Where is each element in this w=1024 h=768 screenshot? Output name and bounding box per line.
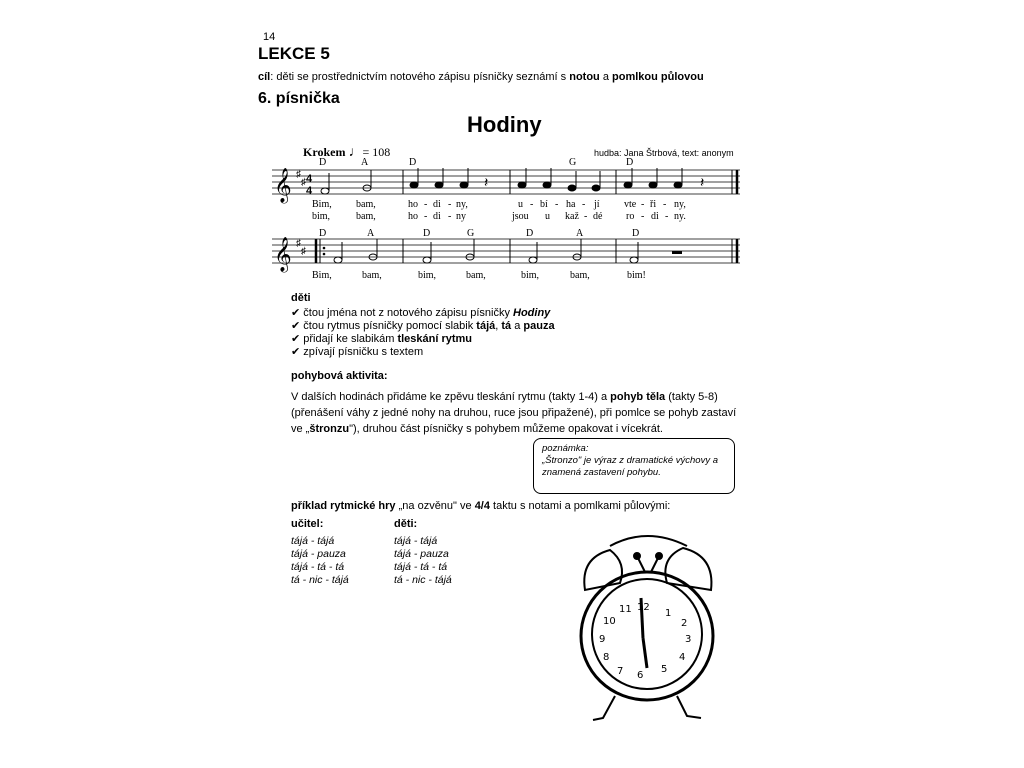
lyric: ny, [674, 199, 686, 210]
treble-clef-icon: 𝄞 [274, 168, 292, 203]
lesson-title: LEKCE 5 [258, 44, 330, 63]
kids-item-text: čtou rytmus písničky pomocí slabik [303, 320, 477, 332]
lyric: ho [408, 199, 418, 210]
quarter-notes-bar-4 [624, 168, 682, 188]
lyric: - [448, 199, 452, 210]
goal-text-and: a [599, 71, 612, 83]
lyric: ři [650, 199, 657, 210]
lyric: bam, [466, 270, 486, 281]
lyric: vte [624, 199, 637, 210]
chord: A [367, 228, 375, 239]
song-number: 6. písnička [258, 90, 340, 107]
lyric: u [518, 199, 523, 210]
song-credits: hudba: Jana Štrbová, text: anonym [594, 148, 734, 158]
lyric: di [651, 211, 659, 222]
lyric: ny. [674, 211, 686, 222]
staff-1-lines [272, 170, 740, 194]
note-label: poznámka: [542, 443, 589, 454]
checkmark-icon: ✔ [291, 307, 301, 319]
children-item: tájá - tájá [394, 535, 438, 547]
lyric: bim, [521, 270, 540, 281]
clock-number: 3 [685, 634, 692, 645]
clock-handle [610, 536, 687, 546]
sharp-icon: ♯ [301, 177, 306, 188]
right-leg [677, 696, 701, 718]
lyric: u [545, 211, 550, 222]
kids-item-text: přidají ke slabikám [303, 333, 398, 345]
lesson-goal [258, 71, 704, 83]
repeat-dot [323, 253, 326, 256]
quarter-rest-icon: 𝄽 [700, 174, 705, 190]
left-leg [593, 696, 615, 720]
movement-text-part: "), druhou část písničky s pohybem můžeme opakovat i vícekrát. [349, 423, 663, 435]
lyric: dé [593, 211, 603, 222]
clock-number: 10 [603, 616, 616, 627]
lyric: bim! [627, 270, 646, 281]
chord: D [526, 228, 534, 239]
children-item: tá - nic - tájá [394, 574, 452, 586]
sharp-icon: ♯ [296, 238, 301, 249]
kids-item [291, 345, 423, 358]
example-bold: příklad rytmické hry [291, 500, 396, 512]
goal-bold-rest: pomlkou půlovou [612, 71, 704, 83]
staff-1-notes [321, 168, 704, 194]
note-text: „Štronzo" je výraz z dramatické výchovy a znamená zastavení pohybu. [542, 455, 719, 478]
quarter-rest-icon: 𝄽 [484, 174, 489, 190]
repeat-dot [323, 247, 326, 250]
goal-label: cíl [258, 71, 271, 83]
chord: D [632, 228, 640, 239]
lyric: - [424, 199, 428, 210]
lyric: kaž [565, 211, 579, 222]
chord: D [319, 228, 327, 239]
clock-number: 7 [617, 666, 624, 677]
teacher-item: tájá - tájá [291, 535, 335, 547]
children-heading: děti: [394, 518, 418, 530]
hour-hand [643, 638, 647, 668]
treble-clef-icon: 𝄞 [274, 237, 292, 272]
chord: G [569, 157, 577, 168]
left-bell [584, 550, 622, 590]
movement-text-part: (takty 5-8) (přenášení váhy z jedné nohy na druhou, ruce jsou připažené), při pomlce se pohyb zastaví ve „ [291, 391, 737, 435]
goal-bold-note: notou [569, 71, 600, 83]
clock-number: 8 [603, 652, 610, 663]
lyric: ho [408, 211, 418, 222]
lyric: ha [566, 199, 576, 210]
kids-item [291, 319, 555, 332]
lyric: - [663, 199, 667, 210]
time-signature-top: 4 [306, 173, 313, 185]
time-signature-bottom: 4 [306, 185, 313, 197]
clock-number: 5 [661, 664, 668, 675]
lyric: - [424, 211, 428, 222]
sharp-icon: ♯ [296, 169, 301, 180]
lyric: - [641, 199, 645, 210]
quarter-notes-bar-3 [518, 168, 600, 191]
kids-heading: děti [291, 292, 311, 304]
lyric: bam, [356, 211, 376, 222]
lyric: - [641, 211, 645, 222]
tempo-label: Krokem [303, 145, 346, 159]
teacher-item: tájá - pauza [291, 548, 346, 560]
lyric: bam, [356, 199, 376, 210]
song-title: Hodiny [467, 112, 542, 137]
chord: A [361, 157, 369, 168]
chord: D [319, 157, 327, 168]
lyric: di [433, 199, 441, 210]
kids-item [291, 332, 472, 345]
lyric: Bim, [312, 199, 332, 210]
sharp-icon: ♯ [301, 246, 306, 257]
lyric: - [582, 199, 586, 210]
children-item: tájá - tá - tá [394, 561, 448, 573]
alarm-clock-illustration [565, 528, 735, 728]
children-item: tájá - pauza [394, 548, 449, 560]
lyric: bam, [570, 270, 590, 281]
right-bell [665, 548, 711, 590]
lyric: bam, [362, 270, 382, 281]
clock-number: 1 [665, 608, 672, 619]
lyric: jí [594, 199, 600, 210]
kids-item [291, 306, 550, 319]
kids-item-bold: tá [501, 320, 512, 332]
chord: G [467, 228, 475, 239]
chord: D [626, 157, 634, 168]
lyric: di [433, 211, 441, 222]
clock-number: 6 [637, 670, 644, 681]
lyric: bí [540, 199, 548, 210]
movement-text [291, 389, 741, 437]
kids-item-bold: tájá [476, 320, 496, 332]
lyric: bim, [312, 211, 331, 222]
movement-bold: pohyb těla [610, 391, 666, 403]
checkmark-icon: ✔ [291, 333, 301, 345]
kids-item-text: čtou jména not z notového zápisu písničky [303, 307, 514, 319]
kids-item-text: a [511, 320, 524, 332]
example-heading [291, 500, 670, 512]
lyric: - [665, 211, 669, 222]
lyric: ny [456, 211, 466, 222]
kids-item-bold: pauza [523, 320, 555, 332]
example-bold: 4/4 [474, 500, 490, 512]
chord: D [423, 228, 431, 239]
movement-heading: pohybová aktivita: [291, 370, 388, 382]
lyric: bim, [418, 270, 437, 281]
quarter-notes-bar-2 [410, 168, 468, 188]
goal-text: : děti se prostřednictvím notového zápisu písničky seznámí s [270, 71, 570, 83]
lyric: Bim, [312, 270, 332, 281]
lyric: - [555, 199, 559, 210]
lyric: ro [626, 211, 635, 222]
clock-number: 2 [681, 618, 688, 629]
tempo-value: = 108 [362, 145, 391, 159]
lyric: - [584, 211, 588, 222]
checkmark-icon: ✔ [291, 320, 301, 332]
lyric: jsou [512, 211, 529, 222]
lyric: ny, [456, 199, 468, 210]
checkmark-icon: ✔ [291, 346, 301, 358]
example-text: taktu s notami a pomlkami půlovými: [489, 500, 671, 512]
example-text: „na ozvěnu" ve [395, 500, 475, 512]
kids-item-text: , [495, 320, 502, 332]
clock-number: 11 [619, 604, 632, 615]
chord: A [576, 228, 584, 239]
kids-item-bold: tleskání rytmu [397, 333, 473, 345]
clock-numbers [599, 602, 691, 681]
page-number: 14 [263, 31, 276, 43]
music-score [270, 155, 745, 290]
lyric: - [448, 211, 452, 222]
movement-text-part: V dalších hodinách přidáme ke zpěvu tleskání rytmu (takty 1-4) a [291, 391, 611, 403]
clock-number: 4 [679, 652, 686, 663]
half-rest-icon [672, 251, 682, 254]
movement-bold: štronzu [309, 423, 350, 435]
lyric: - [530, 199, 534, 210]
note-box [533, 438, 735, 494]
kids-item-bold: Hodiny [513, 307, 551, 319]
teacher-heading: učitel: [291, 518, 324, 530]
teacher-item: tá - nic - tájá [291, 574, 349, 586]
clock-number: 12 [637, 602, 650, 613]
kids-item-text: zpívají písničku s textem [303, 346, 424, 358]
chord: D [409, 157, 417, 168]
teacher-item: tájá - tá - tá [291, 561, 345, 573]
half-note [321, 188, 329, 194]
quarter-note-icon: ♩ [348, 145, 363, 160]
clock-number: 9 [599, 634, 606, 645]
